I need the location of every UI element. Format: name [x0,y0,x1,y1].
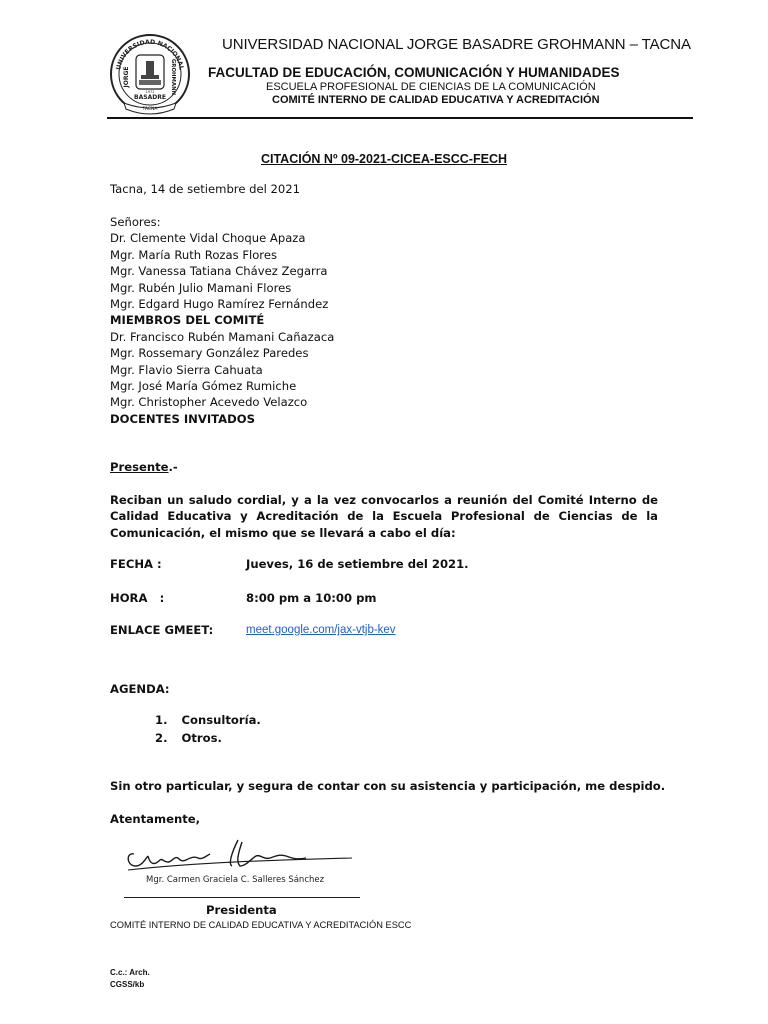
university-seal-icon [106,33,194,115]
initials-line: CGSS/kb [110,980,145,989]
guest-name: Mgr. José María Gómez Rumiche [110,379,297,394]
guest-name: Mgr. Rossemary González Paredes [110,346,309,361]
svg-text:Mgr. Carmen Graciela C. Saller: Mgr. Carmen Graciela C. Salleres Sánchez [146,875,325,885]
enlace-label: ENLACE GMEET: [110,623,214,637]
agenda-item [155,731,222,745]
fecha-label: FECHA : [110,557,162,571]
signer-role: Presidenta [206,903,277,917]
footer-notes [110,967,150,991]
recipients-list [110,214,334,427]
member-name: Mgr. Edgard Hugo Ramírez Fernández [110,297,329,312]
presente-word: Presente [110,460,169,474]
salutation: Señores: [110,215,161,229]
guest-name: Mgr. Flavio Sierra Cahuata [110,362,263,377]
signature-line [124,897,360,898]
agenda-label: AGENDA: [110,682,170,696]
member-name: Mgr. María Ruth Rozas Flores [110,247,277,262]
school-name: ESCUELA PROFESIONAL DE CIENCIAS DE LA COMUNICACIÓN [266,81,596,93]
svg-text:TACNA: TACNA [142,107,158,112]
member-name: Mgr. Vanessa Tatiana Chávez Zegarra [110,264,328,279]
document-date: Tacna, 14 de setiembre del 2021 [110,182,301,196]
guest-name: Mgr. Christopher Acevedo Velazco [110,395,308,410]
committee-name: COMITÉ INTERNO DE CALIDAD EDUCATIVA Y ACREDITACIÓN [272,94,600,106]
cc-line: C.c.: Arch. [110,968,150,977]
fecha-value: Jueves, 16 de setiembre del 2021. [246,557,469,571]
document-title: CITACIÓN Nº 09-2021-CICEA-ESCC-FECH [260,152,508,166]
presente-line [110,460,178,474]
guests-label: DOCENTES INVITADOS [110,411,255,426]
hora-value: 8:00 pm a 10:00 pm [246,591,377,605]
gmeet-link[interactable]: meet.google.com/jax-vtjb-kev [246,624,396,636]
presente-suffix: .- [168,460,178,474]
handwritten-signature [120,832,380,896]
agenda-item-text: Consultoría. [181,713,261,727]
members-label: MIEMBROS DEL COMITÉ [110,313,265,328]
svg-text:UNIVERSIDAD NACIONAL: UNIVERSIDAD NACIONAL [115,38,185,71]
svg-text:JORGE: JORGE [123,66,130,88]
svg-text:1971: 1971 [145,90,155,94]
agenda-item-number: 1. [155,713,168,727]
university-name: UNIVERSIDAD NACIONAL JORGE BASADRE GROHMANN – TACNA [222,36,691,53]
agenda-item-text: Otros. [181,731,222,745]
closing-sentence: Sin otro particular, y segura de contar con su asistencia y participación, me despido. [110,779,666,793]
header-divider [107,117,693,119]
agenda-item [155,713,261,727]
signer-committee: COMITÉ INTERNO DE CALIDAD EDUCATIVA Y ACREDITACIÓN ESCC [110,920,412,930]
regards: Atentamente, [110,812,201,826]
svg-text:BASADRE: BASADRE [134,94,166,101]
body-paragraph: Reciban un saludo cordial, y a la vez convocarlos a reunión del Comité Interno de Calidad Educativa y Acreditación de la Escuela Profesional de Ciencias de la Comunicación, el mismo que se llevará a cabo el día: [110,493,658,540]
guest-name: Dr. Francisco Rubén Mamani Cañazaca [110,329,335,344]
hora-label: HORA : [110,591,165,605]
svg-text:GROHMANN: GROHMANN [170,58,176,96]
agenda-item-number: 2. [155,731,168,745]
faculty-name: FACULTAD DE EDUCACIÓN, COMUNICACIÓN Y HUMANIDADES [208,65,620,80]
member-name: Mgr. Rubén Julio Mamani Flores [110,280,292,295]
member-name: Dr. Clemente Vidal Choque Apaza [110,231,306,246]
